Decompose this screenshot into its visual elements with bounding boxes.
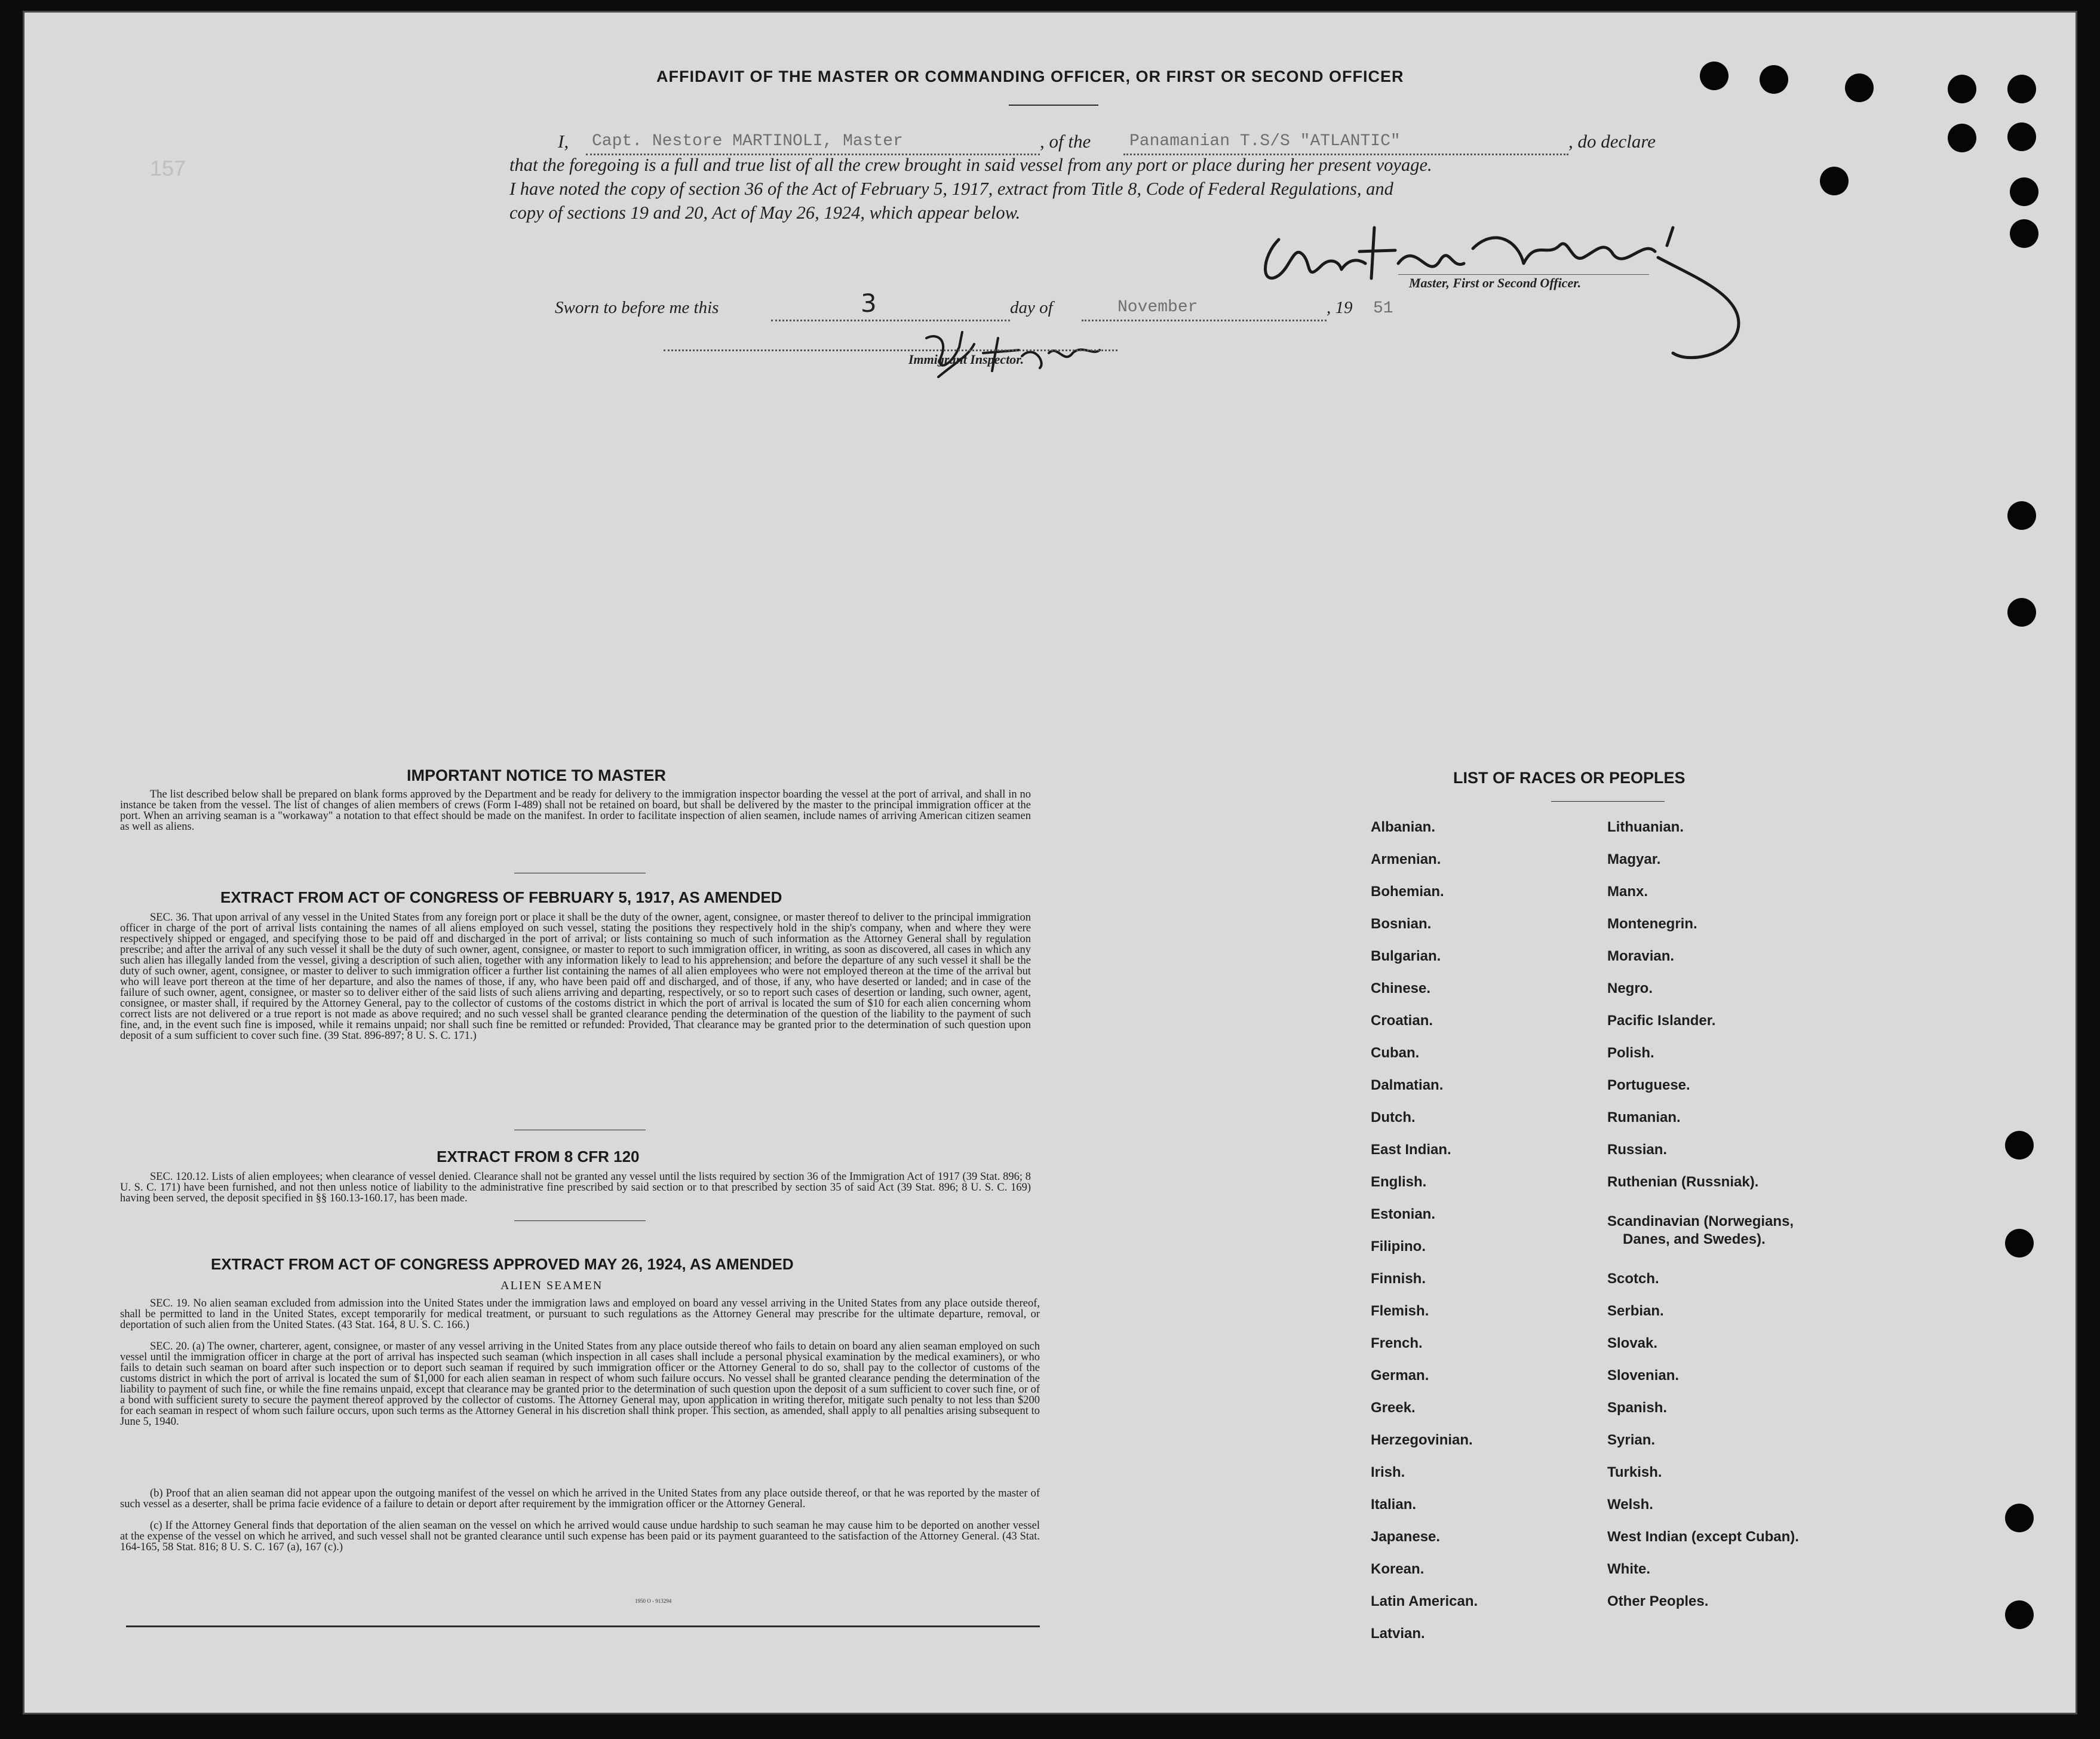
punch-hole [2005, 1600, 2034, 1629]
sworn-month-field: November [1117, 298, 1198, 317]
punch-hole [1700, 62, 1728, 90]
race-item: Polish. [1607, 1045, 1654, 1061]
race-item: Bohemian. [1371, 884, 1444, 900]
affidavit-line-4: copy of sections 19 and 20, Act of May 26, 1924, which appear below. [509, 203, 1021, 223]
punch-hole [2005, 1229, 2034, 1258]
race-item: Filipino. [1371, 1238, 1426, 1255]
document-page [23, 11, 2077, 1715]
punch-hole [2007, 122, 2036, 151]
race-item: Slovak. [1607, 1335, 1658, 1351]
race-item: Manx. [1607, 884, 1648, 900]
race-item: Negro. [1607, 980, 1653, 996]
race-item: Greek. [1371, 1400, 1416, 1416]
bottom-rule [126, 1625, 1040, 1627]
race-item: Moravian. [1607, 948, 1675, 964]
race-item: Bosnian. [1371, 916, 1432, 932]
race-item: Albanian. [1371, 819, 1436, 835]
sec-20b-body: (b) Proof that an alien seaman did not appear upon the outgoing manifest of the vessel on which he arrived in the United States from any place outside thereof, or that he was reported by the master of such vessel as a deserter, shall be prima facie evidence of a failure to detain or deport after requirement by the immigration officer or the Attorney General. [120, 1487, 1043, 1510]
race-item: Latvian. [1371, 1625, 1425, 1642]
race-item: Syrian. [1607, 1432, 1656, 1448]
day-of-label: day of [1010, 298, 1053, 317]
punch-hole [1948, 75, 1976, 103]
race-item: French. [1371, 1335, 1423, 1351]
inspector-label: Immigrant Inspector. [908, 352, 1024, 367]
sworn-day-field: 3 [861, 289, 877, 318]
extract-1917-title: EXTRACT FROM ACT OF CONGRESS OF FEBRUARY 5, 1917, AS AMENDED [220, 888, 782, 906]
race-item: Bulgarian. [1371, 948, 1441, 964]
vessel-name-field: Panamanian T.S/S "ATLANTIC" [1129, 132, 1401, 151]
race-item: Lithuanian. [1607, 819, 1684, 835]
affidavit-title: AFFIDAVIT OF THE MASTER OR COMMANDING OFFICER, OR FIRST OR SECOND OFFICER [656, 68, 1404, 85]
sworn-month-line [1082, 320, 1327, 321]
race-item: Herzegovinian. [1371, 1432, 1473, 1448]
race-item: Chinese. [1371, 980, 1431, 996]
sworn-label: Sworn to before me this [555, 298, 719, 317]
printer-mark: 1950 O - 913294 [635, 1598, 672, 1604]
race-item: Spanish. [1607, 1400, 1668, 1416]
race-item: Magyar. [1607, 851, 1661, 867]
signature-line [1398, 274, 1649, 275]
race-item: Italian. [1371, 1496, 1417, 1513]
race-item: Flemish. [1371, 1303, 1429, 1319]
notice-body: The list described below shall be prepared on blank forms approved by the Department and be ready for delivery to the immigration inspector boarding the vessel at the port of arrival, and shall in no instance be taken from the vessel. The list of changes of alien members of crews (Form I-489) shall not be retained on board, but shall be delivered by the master to the principal immigration officer at the port. When an arriving seaman is a "workaway" a notation to that effect should be made on the manifest. In order to facilitate inspection of alien seamen, include names of arriving American citizen seamen as well as aliens. [120, 789, 1034, 833]
title-underline [1009, 105, 1098, 106]
races-underline [1551, 801, 1665, 802]
race-item: Cuban. [1371, 1045, 1420, 1061]
extract-1917-body: SEC. 36. That upon arrival of any vessel in the United States from any foreign port or place it shall be the duty of the owner, agent, consignee, or master thereof to deliver to the principal immigration officer in charge of the port of arrival lists containing the names of all aliens employed on such vessel, stating the positions they respectively hold in the ship's company, when and where they were respectively shipped or engaged, and specifying those to be paid off and discharged in the port of arrival; or lists containing so much of such information as the Attorney General shall by regulation prescribe; and after the arrival of any such vessel it shall be the duty of such owner, agent, consignee, or master to report to such immigration officer, in writing, as soon as discovered, all cases in which any such alien has illegally landed from the vessel, giving a description of such alien, together with any information likely to lead to his apprehension; and before the departure of any such vessel it shall be the duty of such owner, agent, consignee, or master to deliver to such immigration officer a further list containing the names of all alien employees who were not employed thereon at the time of the arrival but who will leave port thereon at the time of her departure, and also the names of those, if any, who have been paid off and discharged, and of those, if any, who have deserted or landed; and in case of the failure of such owner, agent, consignee, or master so to deliver either of the said lists of such aliens arriving and departing, respectively, or so to report such cases of desertion or landing, such owner, agent, consignee, or master shall, if required by the Attorney General, pay to the collector of customs of the costoms district in which the port of arrival is located the sum of $10 for each alien concerning whom correct lists are not delivered or a true report is not made as above required; and no such vessel shall be granted clearance pending the determination of the question of the liability to the payment of such fine, and, in the event such fine is imposed, while it remains unpaid; nor shall such fine be remitted or refunded: Provided, That clearance may be granted prior to the determination of such question upon deposit of a sum sufficient to cover such fine. (39 Stat. 896-897; 8 U. S. C. 171.) [120, 912, 1034, 1042]
race-item: Ruthenian (Russniak). [1607, 1174, 1759, 1190]
race-item: Russian. [1607, 1142, 1668, 1158]
year-field: 51 [1373, 299, 1393, 318]
punch-hole [2007, 598, 2036, 627]
punch-hole [1820, 167, 1849, 195]
race-item: Portuguese. [1607, 1077, 1690, 1093]
affidavit-of-the: , of the [1040, 131, 1091, 152]
race-item: Croatian. [1371, 1013, 1433, 1029]
punch-hole [1948, 124, 1976, 152]
affidavit-line-3: I have noted the copy of section 36 of the Act of February 5, 1917, extract from Title 8, Code of Federal Regulations, and [509, 179, 1393, 199]
race-item: Slovenian. [1607, 1367, 1680, 1384]
sec-19-body: SEC. 19. No alien seaman excluded from admission into the United States under the immigration laws and employed on board any vessel arriving in the United States from any place outside thereof, shall be permitted to land in the United States, except temporarily for medical treatment, or pursuant to such regulations as the Attorney General may prescribe for the ultimate departure, removal, or deportation of such alien from the United States. (43 Stat. 164, 8 U. S. C. 166.) [120, 1298, 1043, 1331]
inspector-line [664, 349, 1117, 351]
race-item: Welsh. [1607, 1496, 1653, 1513]
affidavit-line-2: that the foregoing is a full and true list of all the crew brought in said vessel from any port or place during her present voyage. [509, 155, 1432, 175]
cfr-120-title: EXTRACT FROM 8 CFR 120 [437, 1148, 640, 1166]
signer-label: Master, First or Second Officer. [1409, 275, 1582, 290]
notice-title: IMPORTANT NOTICE TO MASTER [407, 766, 666, 784]
race-item: Other Peoples. [1607, 1593, 1709, 1609]
race-item: Latin American. [1371, 1593, 1478, 1609]
race-item: Turkish. [1607, 1464, 1662, 1480]
race-item: Rumanian. [1607, 1109, 1681, 1125]
race-item: Estonian. [1371, 1206, 1436, 1222]
punch-hole [2010, 219, 2038, 248]
punch-hole [1760, 65, 1788, 94]
race-item: Serbian. [1607, 1303, 1664, 1319]
punch-hole [2010, 177, 2038, 206]
race-item: Danes, and Swedes). [1623, 1231, 1766, 1247]
page-number-stamp: 157 [150, 156, 186, 180]
punch-hole [2007, 75, 2036, 103]
race-item: Irish. [1371, 1464, 1405, 1480]
cfr-120-divider [514, 1220, 646, 1221]
race-item: White. [1607, 1561, 1650, 1577]
race-item: Japanese. [1371, 1529, 1441, 1545]
sec-20a-body: SEC. 20. (a) The owner, charterer, agent, consignee, or master of any vessel arriving in the United States from any place outside thereof who fails to detain on board any alien seaman employed on such vessel until the immigration officer in charge at the port of arrival has inspected such seaman (which inspection in all cases shall include a personal physical examination by the medical examiners), or who fails to detain such seaman on board after such inspection or to deport such seaman if required by such immigration officer or the Attorney General to do so, shall pay to the collector of customs of the customs district in which the port of arrival is located the sum of $1,000 for each alien seaman in respect of whom such failure occurs. No vessel shall be granted clearance pending the determination of the liability to payment of such fine, or while the fine remains unpaid, except that clearance may be granted prior to the determination of such question upon the deposit of a sum sufficient to cover such fine, or of a bond with sufficient surety to secure the payment thereof approved by the collector of customs. The Attorney General may, upon application in writing therefor, mitigate such penalty to not less than $200 for each seaman in respect of whom such failure occurs, upon such terms as the Attorney General in his discretion shall think proper. This section, as amended, shall apply to all penalties arising subsequent to June 5, 1940. [120, 1341, 1043, 1428]
race-item: Finnish. [1371, 1271, 1426, 1287]
race-item: Scandinavian (Norwegians, [1607, 1213, 1794, 1229]
sec-20c-body: (c) If the Attorney General finds that deportation of the alien seaman on the vessel on which he arrived would cause undue hardship to such seaman he may cause him to be deported on another vessel at the expense of the vessel on which he arrived, and such vessel shall not be granted clearance until such expense has been paid or its payment guaranteed to the satisfaction of the Attorney General. (43 Stat. 164-165, 58 Stat. 816; 8 U. S. C. 167 (a), 167 (c).) [120, 1520, 1043, 1553]
punch-hole [2005, 1131, 2034, 1160]
race-item: Scotch. [1607, 1271, 1659, 1287]
race-item: English. [1371, 1174, 1427, 1190]
master-name-field: Capt. Nestore MARTINOLI, Master [592, 132, 903, 151]
race-item: Pacific Islander. [1607, 1013, 1716, 1029]
punch-hole [2005, 1504, 2034, 1532]
extract-1924-title: EXTRACT FROM ACT OF CONGRESS APPROVED MAY 26, 1924, AS AMENDED [211, 1255, 794, 1273]
alien-seamen-subtitle: ALIEN SEAMEN [501, 1279, 603, 1292]
punch-hole [2007, 501, 2036, 530]
race-item: Korean. [1371, 1561, 1424, 1577]
race-item: West Indian (except Cuban). [1607, 1529, 1799, 1545]
race-item: German. [1371, 1367, 1429, 1384]
race-item: Dalmatian. [1371, 1077, 1444, 1093]
race-item: Montenegrin. [1607, 916, 1697, 932]
race-item: Dutch. [1371, 1109, 1416, 1125]
race-item: Armenian. [1371, 851, 1441, 867]
cfr-120-body: SEC. 120.12. Lists of alien employees; when clearance of vessel denied. Clearance shall not be granted any vessel until the lists required by section 36 of the Immigration Act of 1917 (39 Stat. 896; 8 U. S. C. 171) have been furnished, and not then unless notice of liability to the administrative fine prescribed by said section or to that prescribed by section 35 of said Act (39 Stat. 896; 8 U. S. C. 169) having been served, the deposit specified in §§ 160.13-160.17, has been made. [120, 1171, 1034, 1204]
affidavit-i: I, [558, 131, 569, 152]
affidavit-declare: , do declare [1568, 131, 1656, 152]
races-title: LIST OF RACES OR PEOPLES [1453, 769, 1685, 787]
race-item: East Indian. [1371, 1142, 1451, 1158]
punch-hole [1845, 73, 1874, 102]
year-prefix: , 19 [1327, 298, 1353, 317]
